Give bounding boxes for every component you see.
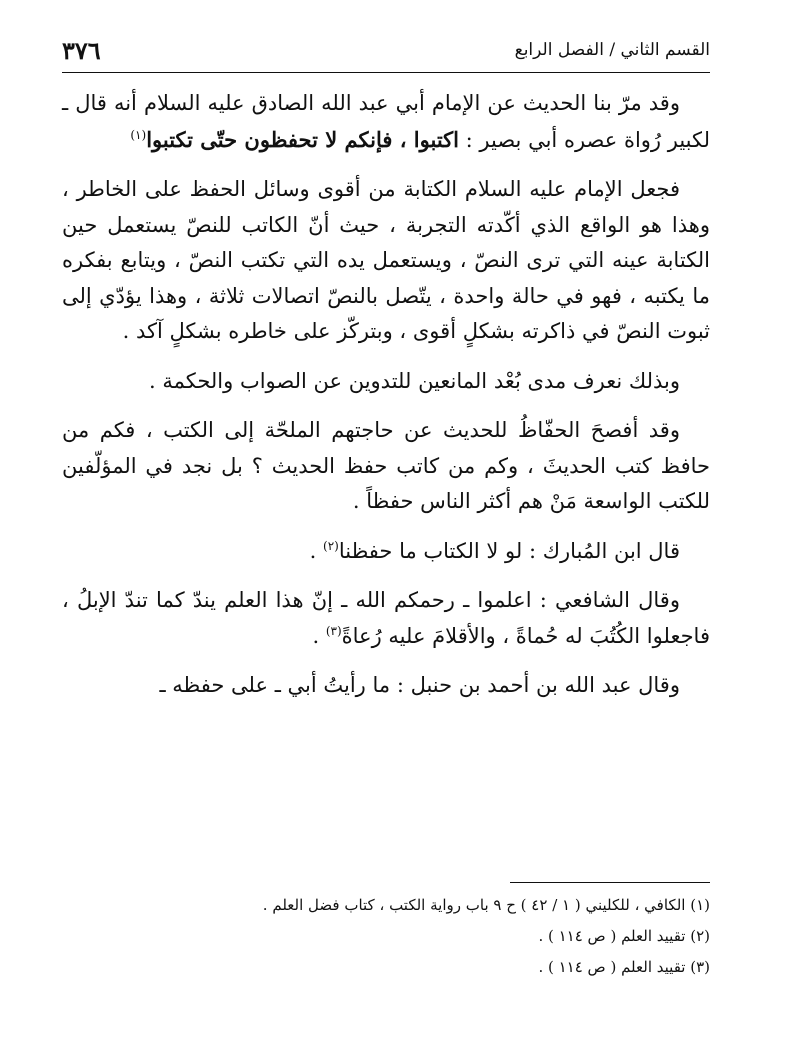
footnote-divider (510, 882, 710, 883)
paragraph-4: وقد أفصحَ الحفّاظُ للحديث عن حاجتهم الملحّة إلى الكتب ، فكم من حافظ كتب الحديثَ ، وكم من كاتب حفظ الحديث ؟ بل نجد في المؤلّفين للكتب الواسعة مَنْ هم أكثر الناس حفظاً . (62, 418, 710, 513)
paragraph-3: وبذلك نعرف مدى بُعْد المانعين للتدوين عن الصواب والحكمة . (149, 368, 680, 393)
running-title: القسم الثاني / الفصل الرابع (514, 40, 710, 60)
page-number: ٣٧٦ (62, 35, 101, 65)
paragraph-6 (62, 583, 710, 654)
paragraph-5 (62, 534, 710, 570)
footnote-3: (٣) تقييد العلم ( ص ١١٤ ) . (538, 958, 710, 976)
paragraph-1 (62, 86, 710, 158)
footnotes (62, 890, 710, 983)
page-header (62, 30, 710, 70)
paragraph-6-tail: . (312, 623, 326, 648)
paragraph-7: وقال عبد الله بن أحمد بن حنبل : ما رأيتُ أبي ـ على حفظه ـ (159, 673, 680, 697)
header-divider (62, 72, 710, 73)
paragraph-1-text: وقد مرّ بنا الحديث عن الإمام أبي عبد الله الصادق عليه السلام أنه قال ـ لكبير رُواة عصره أبي بصير : (62, 91, 710, 152)
footnote-ref-2[interactable]: (٢) (323, 538, 339, 553)
footnote-1: (١) الكافي ، للكليني ( ١ / ٤٢ ) ح ٩ باب رواية الكتب ، كتاب فضل العلم . (262, 896, 710, 914)
footnote-ref-3[interactable]: (٣) (325, 623, 342, 638)
paragraph-5-text: قال ابن المُبارك : لو لا الكتاب ما حفظنا (338, 538, 680, 563)
main-text (62, 86, 710, 704)
footnote-ref-1[interactable]: (١) (130, 127, 147, 142)
paragraph-6-text: وقال الشافعي : اعلموا ـ رحمكم الله ـ إنّ هذا العلم يندّ كما تندّ الإبلُ ، فاجعلوا الكُتُبَ له حُماةً ، والأقلامَ عليه رُعاةً (62, 588, 710, 648)
footnote-2: (٢) تقييد العلم ( ص ١١٤ ) . (538, 927, 710, 945)
quoted-hadith: اكتبوا ، فإنكم لا تحفظون حتّى تكتبوا (146, 126, 459, 152)
paragraph-2: فجعل الإمام عليه السلام الكتابة من أقوى وسائل الحفظ على الخاطر ، وهذا هو الواقع الذي أكّدته التجربة ، حيث أنّ الكاتب للنصّ يستعمل حين الكتابة عينه التي ترى النصّ ، ويستعمل يده التي تكتب النصّ ، ويتابع بفكره ما يكتبه ، فهو في حالة واحدة ، يتّصل بالنصّ اتصالات ثلاثة ، وهذا يؤدّي إلى ثبوت النصّ في ذاكرته بشكلٍ أقوى ، وبتركّز على خاطره بشكلٍ آكد . (62, 177, 710, 343)
paragraph-5-tail: . (309, 538, 323, 563)
